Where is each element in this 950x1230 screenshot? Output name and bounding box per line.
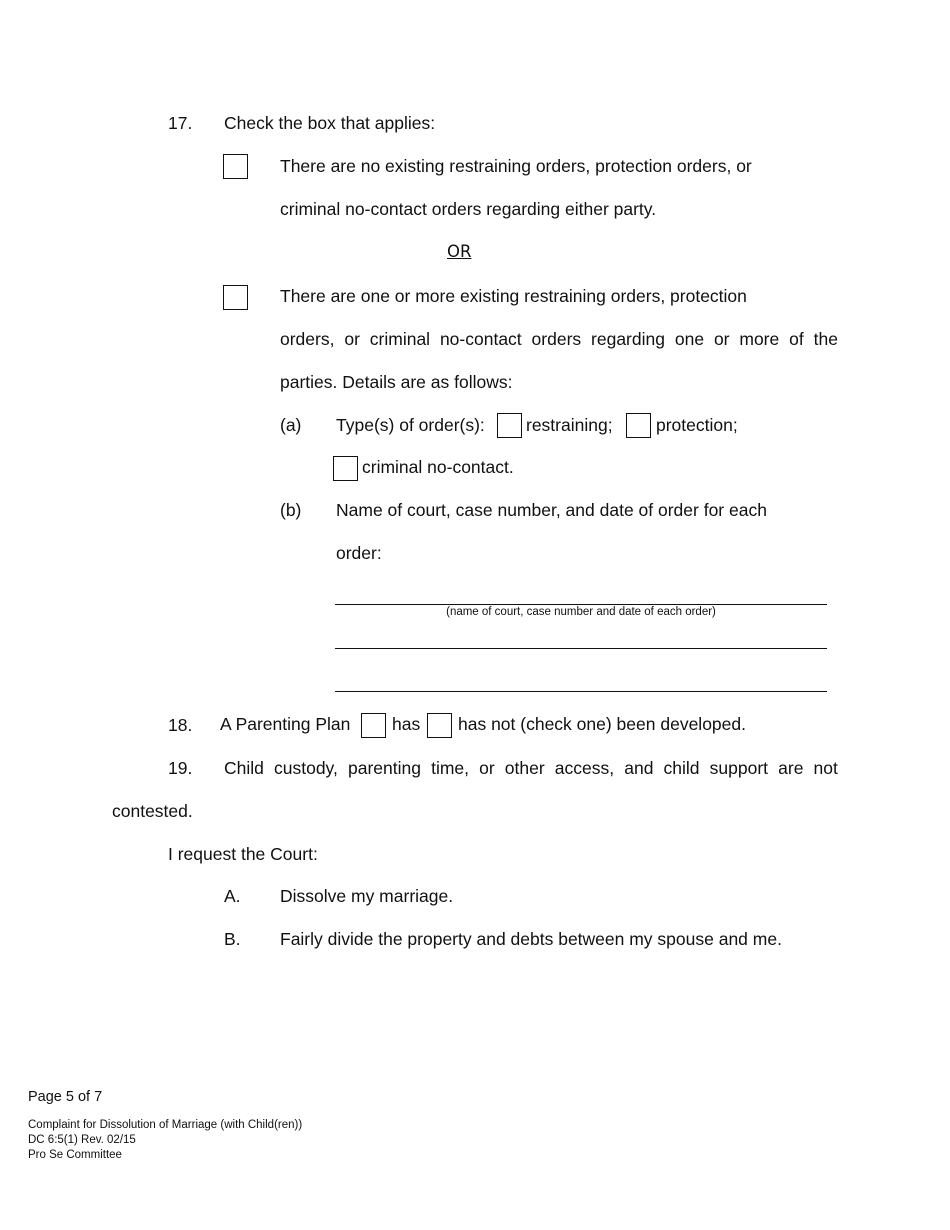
request-a-text: Dissolve my marriage. <box>280 886 454 906</box>
sub-b-line-1: Name of court, case number, and date of order for each <box>336 500 767 520</box>
word: the <box>813 329 838 349</box>
word: time, <box>431 758 470 778</box>
request-b-label: B. <box>224 929 241 949</box>
criminal-no-contact-label: criminal no-contact. <box>362 457 514 477</box>
restraining-label: restraining; <box>526 415 613 435</box>
word: regarding <box>591 329 665 349</box>
word: custody, <box>274 758 338 778</box>
or-label: OR <box>447 242 472 261</box>
no-orders-checkbox[interactable] <box>223 154 248 179</box>
word: orders <box>531 329 582 349</box>
word: no-contact <box>439 329 522 349</box>
protection-label: protection; <box>656 415 738 435</box>
word: or <box>713 329 730 349</box>
word: one <box>674 329 705 349</box>
item-19-line-1 <box>224 760 838 778</box>
word: of <box>789 329 804 349</box>
sub-b-line-2: order: <box>336 543 382 563</box>
footer-form-number: DC 6:5(1) Rev. 02/15 <box>28 1134 136 1146</box>
sub-a-label: (a) <box>280 415 302 435</box>
word: access, <box>554 758 615 778</box>
order-details-blank-2[interactable] <box>335 648 827 649</box>
word: or <box>479 758 495 778</box>
restraining-checkbox[interactable] <box>497 413 522 438</box>
page-number: Page 5 of 7 <box>28 1089 103 1105</box>
existing-orders-line-3: parties. Details are as follows: <box>280 372 513 392</box>
order-details-blank-1[interactable] <box>335 604 827 605</box>
existing-orders-checkbox[interactable] <box>223 285 248 310</box>
item-17-number: 17. <box>168 113 193 133</box>
request-a-label: A. <box>224 886 241 906</box>
word: criminal <box>369 329 431 349</box>
word: Child <box>224 758 264 778</box>
word: more <box>739 329 780 349</box>
no-orders-line-2: criminal no-contact orders regarding either party. <box>280 199 657 219</box>
word: and <box>624 758 654 778</box>
criminal-no-contact-checkbox[interactable] <box>333 456 358 481</box>
word: parenting <box>347 758 421 778</box>
protection-checkbox[interactable] <box>626 413 651 438</box>
order-type-prefix: Type(s) of order(s): <box>336 415 485 435</box>
word: other <box>504 758 545 778</box>
request-b-text: Fairly divide the property and debts between my spouse and me. <box>280 929 782 949</box>
word: are <box>778 758 804 778</box>
order-details-blank-3[interactable] <box>335 691 827 692</box>
parenting-plan-has-checkbox[interactable] <box>361 713 386 738</box>
no-orders-line-1: There are no existing restraining orders, protection orders, or <box>280 156 752 176</box>
existing-orders-line-2 <box>280 331 838 349</box>
item-18-number: 18. <box>168 715 193 735</box>
word: support <box>709 758 769 778</box>
word: orders, <box>280 329 335 349</box>
item-17-intro: Check the box that applies: <box>224 113 436 133</box>
word: not <box>813 758 838 778</box>
parenting-plan-has-not-checkbox[interactable] <box>427 713 452 738</box>
footer-form-title: Complaint for Dissolution of Marriage (with Child(ren)) <box>28 1119 303 1131</box>
sub-b-label: (b) <box>280 500 302 520</box>
word: or <box>344 329 360 349</box>
word: child <box>663 758 700 778</box>
request-intro: I request the Court: <box>168 844 318 864</box>
parenting-plan-has-not-label: has not (check one) been developed. <box>458 714 746 734</box>
existing-orders-line-1: There are one or more existing restraining orders, protection <box>280 286 747 306</box>
parenting-plan-prefix: A Parenting Plan <box>220 714 351 734</box>
footer-committee: Pro Se Committee <box>28 1149 122 1161</box>
order-details-caption: (name of court, case number and date of each order) <box>446 606 716 618</box>
item-19-number: 19. <box>168 758 193 778</box>
item-19-line-2: contested. <box>112 801 193 821</box>
parenting-plan-has-label: has <box>392 714 421 734</box>
